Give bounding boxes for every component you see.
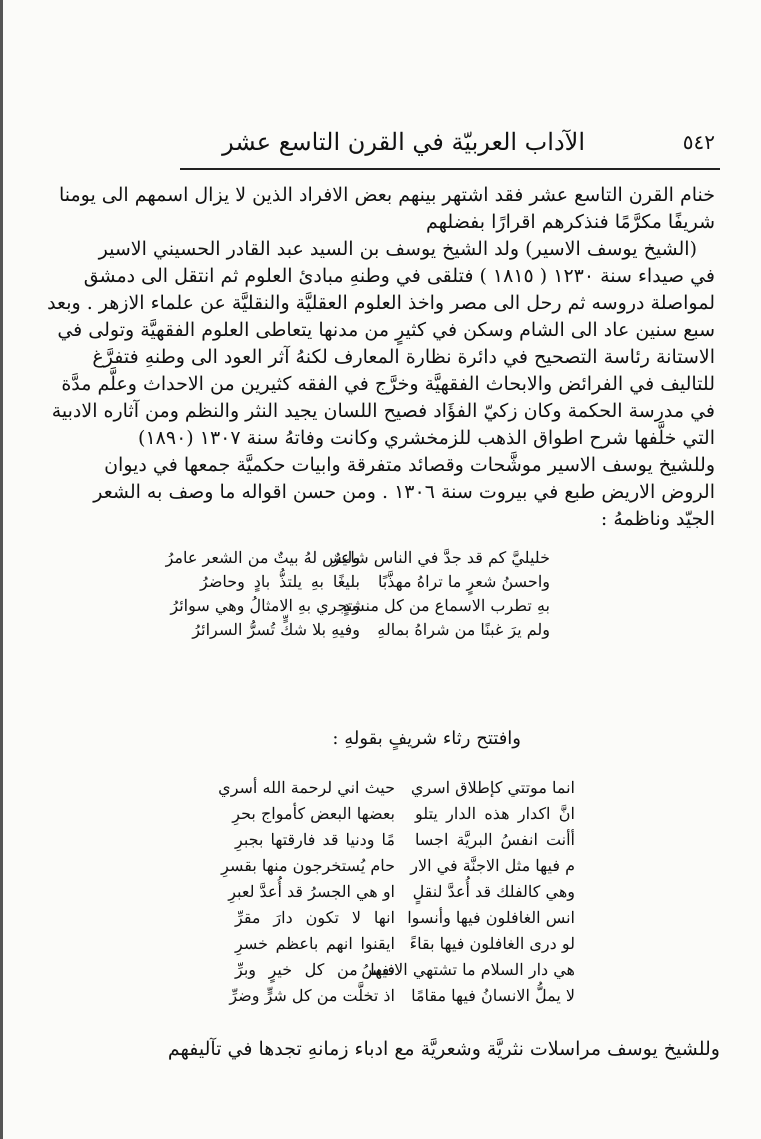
prose-line: في صيداء سنة ١٢٣٠ ( ١٨١٥ ) فتلقى في وطنهِ مبادئ العلوم ثم انتقل الى دمشق [83,265,715,287]
prose-line: سبع سنين عاد الى الشام وسكن في كثيرٍ من مدنها يتعاطى العلوم الفقهيَّة وتولى في [57,319,715,341]
prose-line: الجيّد وناظمهُ : [600,508,715,530]
verse-line: أأنت انفسُ البريَّة اجسا مًا ودنيا قد فارقتها بجبرِ [235,830,575,849]
prose-line: شريفًا مكرَّمًا فنذكرهم اقرارًا بفضلهم [426,211,715,233]
page-header [205,128,715,162]
page-number: ٥٤٢ [682,130,715,154]
prose-line: التي خلَّفها شرح اطواق الذهب للزمخشري وكانت وفاتهُ سنة ١٣٠٧ (١٨٩٠) [138,427,715,449]
verse-line: انَّ اكدار هذه الدار يتلو بعضها البعض كأمواج بحرِ [232,804,575,823]
prose-line: الاستانة رئاسة التصحيح في دائرة نظارة المعارف لكنهُ آثر العود الى وطنهِ فتفرَّغ [92,346,715,368]
verse-line: واحسنُ شعرٍ ما تراهُ مهذَّبًا بليغًا بهِ يلتذُّ بادٍ وحاضرُ [200,572,550,591]
prose-line: في مدرسة الحكمة وكان زكيّ الفؤَاد فصيح اللسان يجيد النثر والنظم ومن آثاره الادبية [51,400,715,422]
prose-line: للتاليف في الفرائض والابحاث الفقهيَّة وخرَّج في الفقه كثيرين من الاحداث وعلَّم مدَّة [61,373,715,395]
prose-line: الروض الاريض طبع في بيروت سنة ١٣٠٦ . ومن حسن اقواله ما وصف به الشعر [93,481,715,503]
header-rule [180,168,720,170]
verse-line: لا يملُّ الانسانُ فيها مقامًا اذ تخلَّت من كل شرٍّ وضرِّ [229,986,575,1005]
verse-line: انما موتتي كإطلاق اسري حيث اني لرحمة الله أسري [218,778,575,797]
verse-line: وهي كالفلك قد أُعدَّ لنقلٍ او هي الجسرُ قد أُعدَّ لعبرِ [228,882,575,901]
verse-line: م فيها مثل الاجنَّة في الار حام يُستخرجون منها بقسرِ [221,856,575,875]
prose-line: (الشيخ يوسف الاسير) ولد الشيخ يوسف بن السيد عبد القادر الحسيني الاسير [98,238,697,260]
verse-line: هي دار السلام ما تشتهي الانفسُ فيها من كل خيرٍ وبرِّ [235,960,575,979]
prose-line: وللشيخ يوسف الاسير موشَّحات وقصائد متفرقة وابيات حكميَّة جمعها في ديوان [104,454,715,476]
closing-line: وللشيخ يوسف مراسلات نثريَّة وشعريَّة مع ادباء زمانهِ تجدها في تآليفهم [167,1038,720,1060]
verse-line: بهِ تطرب الاسماع من كل منشدٍ وتجري بهِ الامثالُ وهي سوائرُ [170,596,550,615]
verse-line: انس الغافلون فيها وأنسوا انها لا تكون دارَ مقرِّ [235,908,575,927]
prose-line: خنام القرن التاسع عشر فقد اشتهر بينهم بعض الافراد الذين لا يزال اسمهم الى يومنا [58,184,715,206]
verse-line: ولم يرَ غبنًا من شراهُ بمالهِ وفيهِ بلا شكٍّ تُسرُّ السرائرُ [192,620,550,639]
running-title: الآداب العربيّة في القرن التاسع عشر [222,128,585,156]
prose-line: لمواصلة دروسه ثم رحل الى مصر واخذ العلوم العقليَّة والنقليَّة عن علماء الازهر . وبعد [47,292,715,314]
poem-2-intro: وافتتح رثاء شريفٍ بقولهِ : [332,728,521,749]
scan-edge [0,0,3,1139]
verse-line: لو درى الغافلون فيها بقاءً ايقنوا انهم باعظم خسرِ [235,934,575,953]
verse-line: خليليَّ كم قد جدَّ في الناس شاعرٌ وليس لهُ بيتٌ من الشعر عامرُ [165,548,550,567]
